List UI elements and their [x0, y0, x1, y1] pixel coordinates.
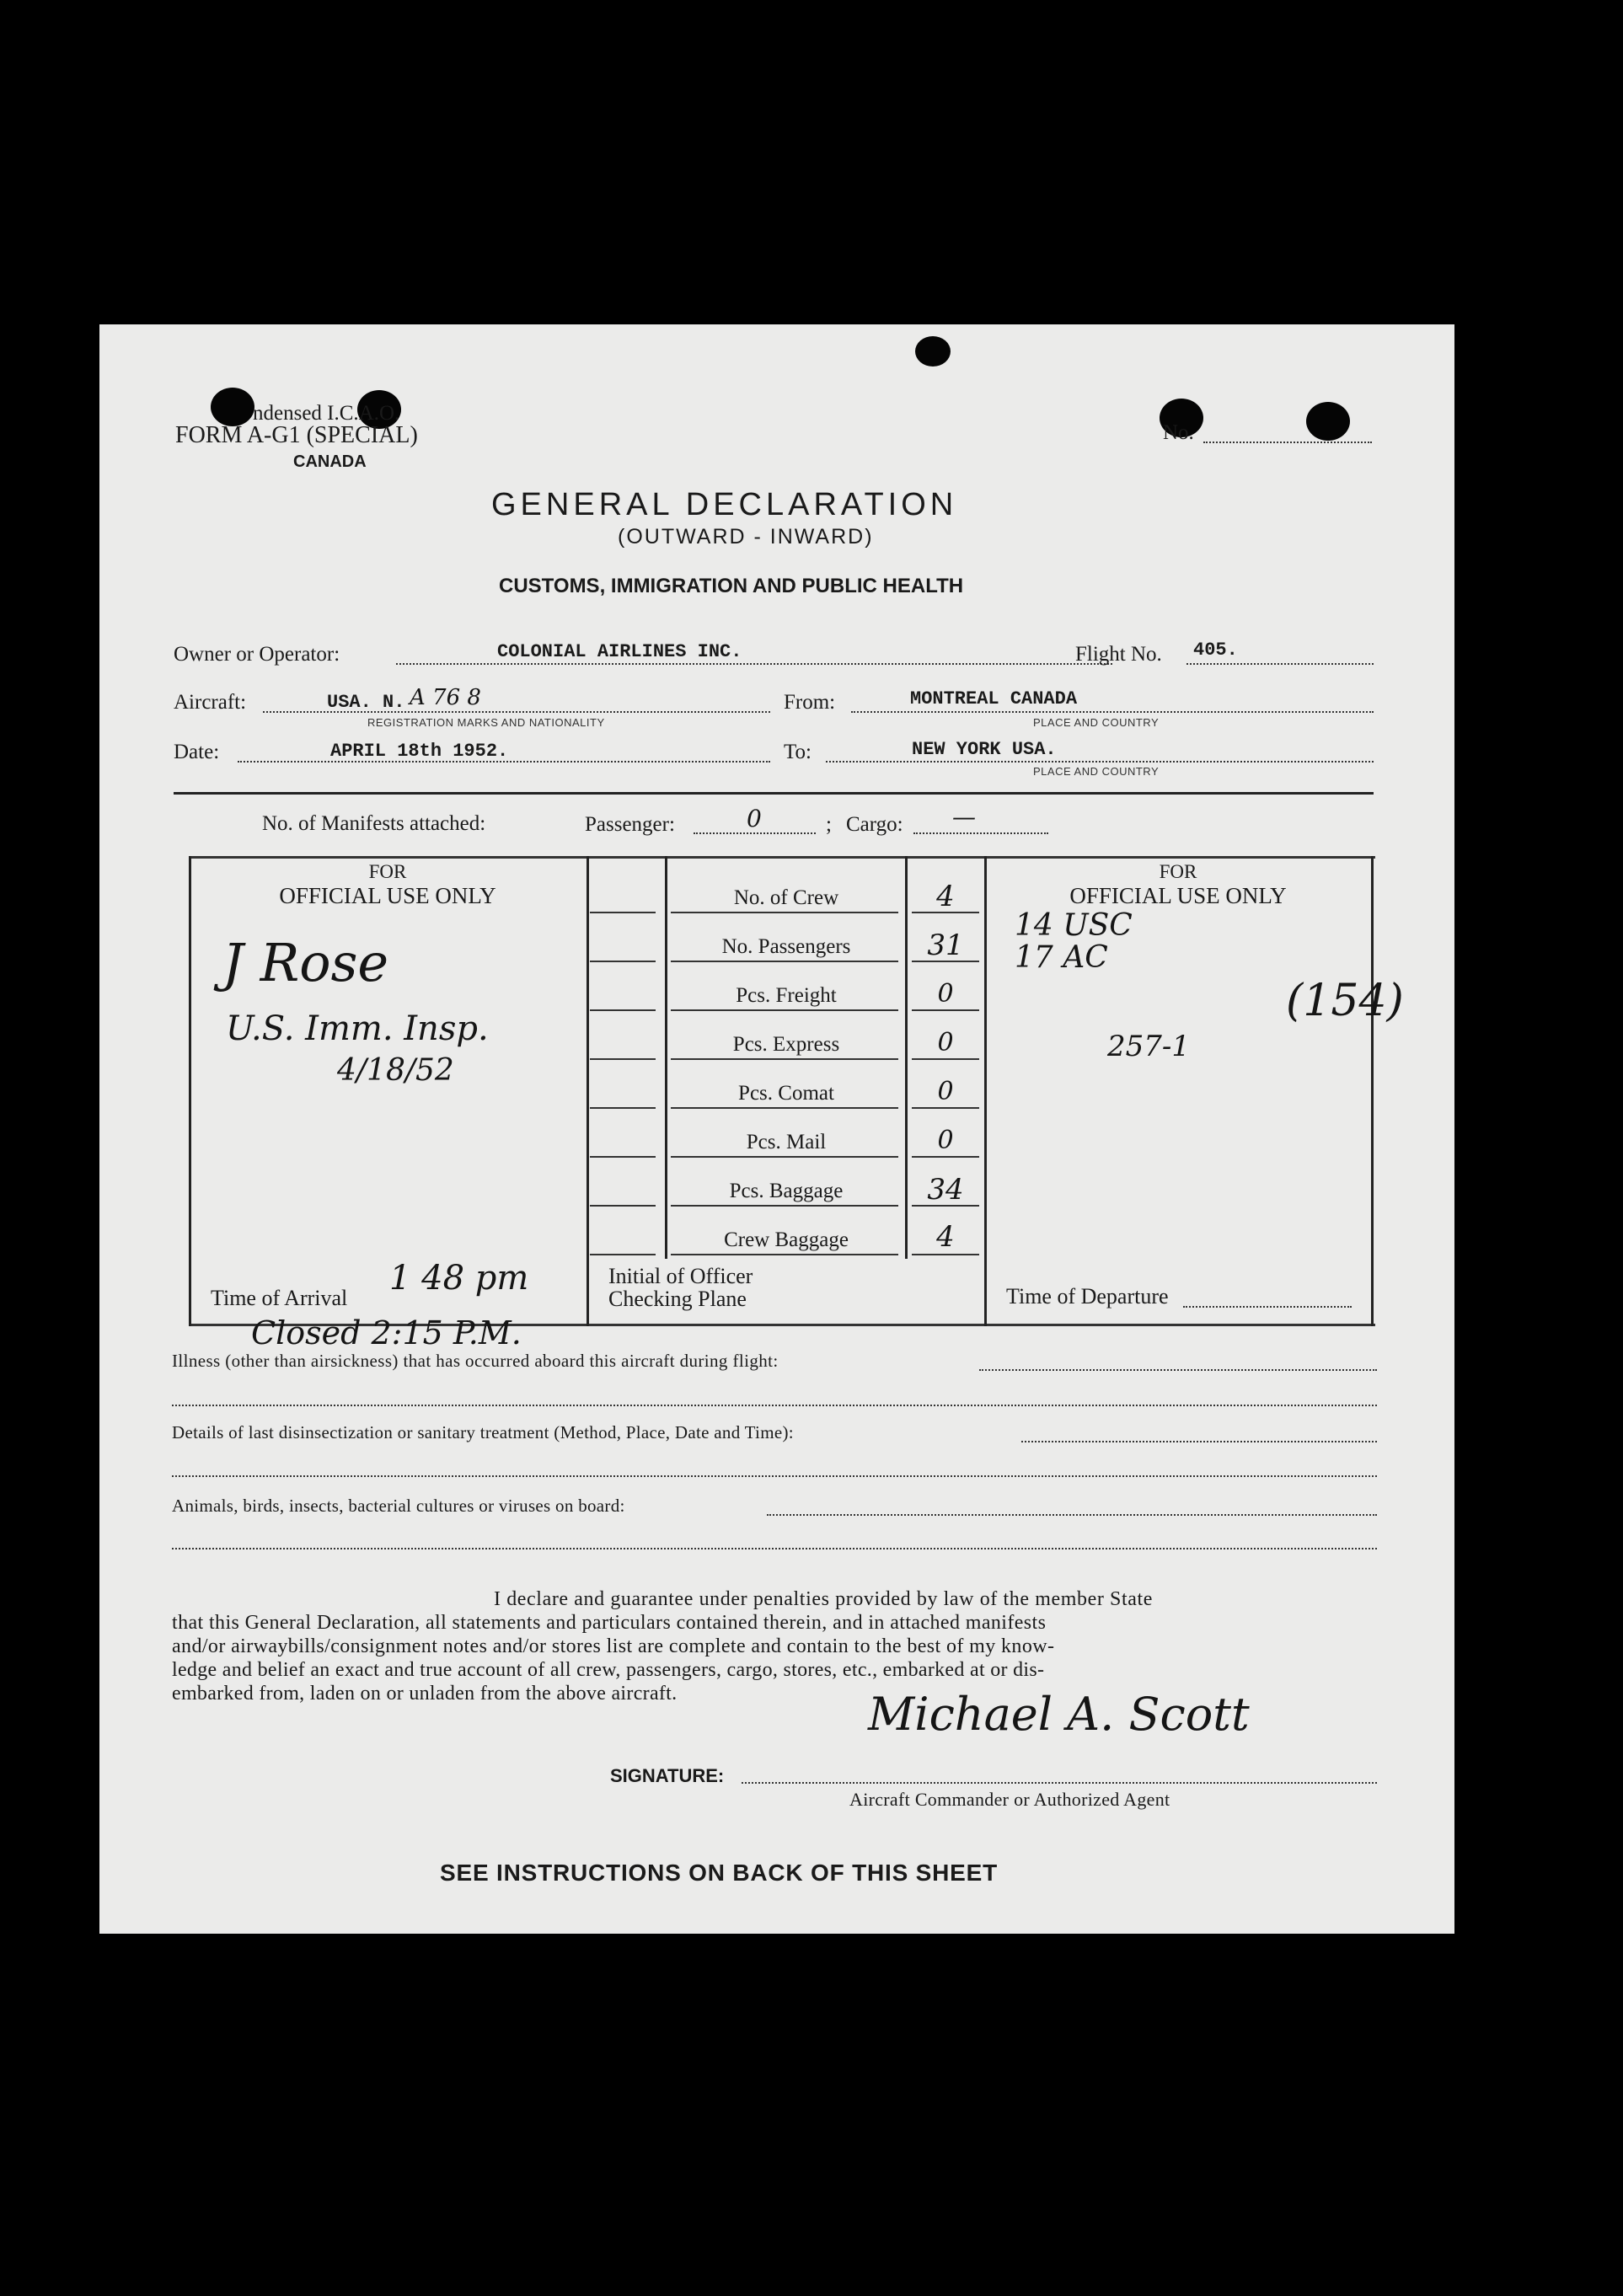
row-passengers-value: 31: [927, 929, 964, 962]
to-label: To:: [784, 741, 812, 763]
no-label: No.: [1163, 421, 1194, 444]
from-field[interactable]: [851, 711, 1374, 713]
time-departure-label: Time of Departure: [1006, 1284, 1169, 1309]
declaration-line-2: that this General Declaration, all statements and particulars contained therein, and in attached manifests: [172, 1612, 1047, 1634]
from-value: MONTREAL CANADA: [910, 688, 1078, 709]
left-official-header: OFFICIAL USE ONLY: [279, 883, 496, 908]
section-rule: [174, 792, 1374, 795]
row-passengers-label: No. Passengers: [721, 935, 851, 958]
manifests-label: No. of Manifests attached:: [262, 812, 486, 835]
owner-field[interactable]: [396, 663, 1112, 665]
row-crew-label: No. of Crew: [733, 886, 839, 909]
row-express-label: Pcs. Express: [732, 1033, 840, 1056]
row-comat-label: Pcs. Comat: [738, 1082, 834, 1105]
row-mail-value: 0: [937, 1126, 954, 1155]
row-crew-value: 4: [936, 880, 955, 913]
row-freight-label: Pcs. Freight: [736, 984, 837, 1007]
row-freight-value: 0: [937, 979, 954, 1009]
right-official-header-for: FOR: [1159, 861, 1197, 882]
illness-field[interactable]: [979, 1369, 1377, 1371]
right-official-header: OFFICIAL USE ONLY: [1069, 883, 1287, 908]
officer-signature-handwritten: J Rose: [222, 932, 389, 993]
manifest-cargo-value: —: [952, 803, 976, 831]
checking-plane-label: Checking Plane: [608, 1287, 747, 1311]
date-label: Date:: [174, 741, 220, 763]
manifest-cargo-field[interactable]: [913, 832, 1048, 834]
illness-field-line2[interactable]: [172, 1405, 1377, 1406]
declaration-form-sheet: [99, 324, 1454, 1934]
to-field[interactable]: [826, 761, 1374, 763]
animals-field-line2[interactable]: [172, 1548, 1377, 1549]
official-note-circled: (154): [1286, 976, 1404, 1026]
flight-value: 405.: [1193, 640, 1238, 661]
form-number: FORM A-G1 (SPECIAL): [175, 422, 418, 448]
row-crew-baggage-label: Crew Baggage: [724, 1228, 849, 1251]
row-baggage-label: Pcs. Baggage: [729, 1180, 844, 1202]
aircraft-handwritten: A 76 8: [410, 685, 481, 710]
form-country: CANADA: [293, 452, 367, 471]
owner-label: Owner or Operator:: [174, 643, 340, 666]
initial-officer-label: Initial of Officer: [608, 1264, 753, 1288]
punch-hole: [211, 388, 254, 426]
official-use-table: [189, 856, 1404, 1328]
aircraft-caption: REGISTRATION MARKS AND NATIONALITY: [367, 716, 605, 729]
ink-blot: [915, 336, 951, 367]
official-note-1: 14 USC: [1015, 908, 1133, 943]
closed-time-note: Closed 2:15 P.M.: [251, 1314, 522, 1351]
signature-field[interactable]: [742, 1782, 1377, 1784]
row-comat-value: 0: [937, 1077, 954, 1106]
date-value: APRIL 18th 1952.: [330, 741, 509, 762]
animals-field[interactable]: [767, 1514, 1377, 1516]
no-field: [1203, 442, 1372, 443]
row-baggage-value: 34: [927, 1173, 964, 1207]
signature-caption: Aircraft Commander or Authorized Agent: [849, 1789, 1170, 1810]
from-caption: PLACE AND COUNTRY: [1033, 716, 1160, 729]
to-value: NEW YORK USA.: [912, 739, 1057, 760]
signature-label: SIGNATURE:: [610, 1765, 725, 1786]
page-title: GENERAL DECLARATION: [491, 487, 958, 522]
declaration-line-4: ledge and belief an exact and true account of all crew, passengers, cargo, stores, etc., embarked at or dis-: [172, 1659, 1045, 1681]
time-departure-field[interactable]: [1183, 1306, 1352, 1308]
from-label: From:: [784, 691, 836, 714]
illness-label: Illness (other than airsickness) that has occurred aboard this aircraft during flight:: [172, 1351, 779, 1371]
commander-signature-handwritten: Michael A. Scott: [868, 1688, 1250, 1741]
manifest-passenger-label: Passenger:: [585, 813, 675, 836]
declaration-line-1: I declare and guarantee under penalties provided by law of the member State: [494, 1588, 1154, 1610]
left-official-header-for: FOR: [368, 861, 407, 882]
row-mail-label: Pcs. Mail: [746, 1131, 827, 1153]
owner-value: COLONIAL AIRLINES INC.: [497, 641, 742, 662]
official-note-3: 257-1: [1107, 1030, 1191, 1063]
time-arrival-value: 1 48 pm: [389, 1259, 529, 1298]
disinsectization-label: Details of last disinsectization or sanitary treatment (Method, Place, Date and Time):: [172, 1422, 794, 1442]
officer-date-handwritten: 4/18/52: [337, 1053, 454, 1088]
to-caption: PLACE AND COUNTRY: [1033, 765, 1160, 778]
officer-title-handwritten: U.S. Imm. Insp.: [226, 1009, 489, 1048]
manifest-passenger-field[interactable]: [694, 832, 816, 834]
agencies-heading: CUSTOMS, IMMIGRATION AND PUBLIC HEALTH: [499, 575, 964, 597]
manifest-cargo-label: Cargo:: [846, 813, 903, 836]
manifest-passenger-value: 0: [747, 805, 762, 832]
punch-hole: [1306, 402, 1350, 441]
instructions-footer: SEE INSTRUCTIONS ON BACK OF THIS SHEET: [440, 1860, 998, 1886]
aircraft-value: USA. N.: [327, 692, 405, 713]
row-crew-baggage-value: 4: [936, 1220, 955, 1254]
disinsectization-field[interactable]: [1021, 1441, 1377, 1442]
official-note-2: 17 AC: [1015, 940, 1108, 975]
disinsectization-field-line2[interactable]: [172, 1475, 1377, 1477]
declaration-line-3: and/or airwaybills/consignment notes and/or stores list are complete and contain to the best of my know-: [172, 1635, 1055, 1657]
manifest-separator: ;: [826, 813, 832, 836]
flight-field[interactable]: [1186, 663, 1374, 665]
time-arrival-label: Time of Arrival: [211, 1286, 348, 1310]
declaration-line-5: embarked from, laden on or unladen from the above aircraft.: [172, 1683, 678, 1705]
row-express-value: 0: [937, 1028, 954, 1057]
form-condensed-line: ndensed I.C.A.O.: [253, 402, 400, 425]
animals-label: Animals, birds, insects, bacterial cultures or viruses on board:: [172, 1496, 625, 1516]
aircraft-label: Aircraft:: [174, 691, 247, 714]
flight-label: Flight No.: [1075, 643, 1162, 666]
page-subtitle: (OUTWARD - INWARD): [618, 525, 874, 549]
